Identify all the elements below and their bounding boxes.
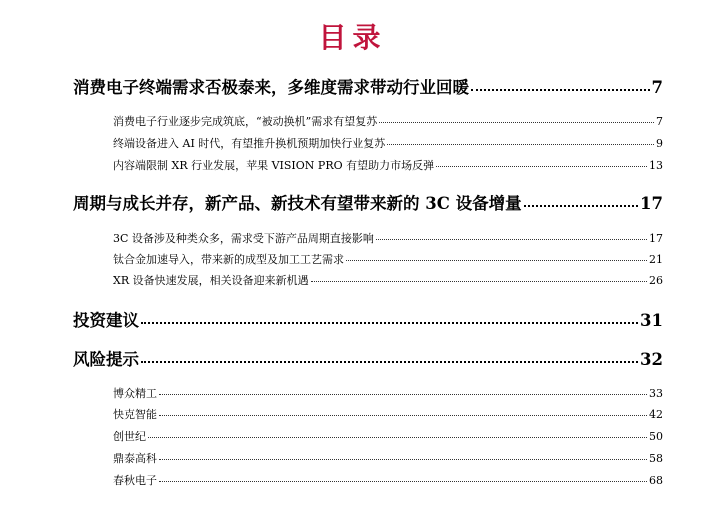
leader-dots (379, 112, 654, 123)
toc-page-number: 13 (649, 159, 663, 172)
toc-item-title: 3C 设备涉及种类众多，需求受下游产品周期直接影响 (113, 232, 374, 245)
leader-dots (387, 134, 654, 145)
toc-item-4-3[interactable] (113, 428, 663, 444)
toc-item-4-2[interactable] (113, 406, 663, 422)
toc-section-title: 风险提示 (73, 350, 139, 369)
toc-section-4[interactable] (73, 346, 663, 370)
toc-page-number: 50 (649, 430, 663, 443)
toc-item-title: 春秋电子 (113, 474, 157, 487)
toc-item-title: 快克智能 (113, 408, 157, 421)
toc-item-1-2[interactable] (113, 135, 663, 151)
toc-page-number: 17 (649, 232, 663, 245)
toc-item-title: 终端设备进入 AI 时代，有望推升换机预期加快行业复苏 (113, 137, 386, 150)
leader-dots (376, 229, 647, 240)
leader-dots (159, 405, 647, 416)
toc-page-number: 58 (649, 452, 663, 465)
toc-item-title: 博众精工 (113, 387, 157, 400)
toc-section-title: 投资建议 (73, 311, 139, 330)
toc-page-number: 32 (640, 350, 663, 369)
leader-dots (159, 471, 647, 482)
toc-item-title: 创世纪 (113, 430, 146, 443)
toc-item-1-3[interactable] (113, 157, 663, 173)
toc-item-1-1[interactable] (113, 113, 663, 129)
toc-item-4-1[interactable] (113, 385, 663, 401)
toc-item-2-2[interactable] (113, 251, 663, 267)
toc-section-3[interactable] (73, 307, 663, 331)
leader-dots (311, 271, 647, 282)
toc-section-2[interactable] (73, 190, 663, 214)
toc-page-number: 17 (640, 194, 663, 213)
toc-section-title: 消费电子终端需求否极泰来，多维度需求带动行业回暖 (73, 78, 469, 97)
leader-dots (148, 427, 647, 438)
toc-title: 目录 (318, 21, 387, 54)
toc-item-4-4[interactable] (113, 450, 663, 466)
toc-item-title: 消费电子行业逐步完成筑底，“被动换机”需求有望复苏 (113, 115, 378, 128)
toc-item-title: 鼎泰高科 (113, 452, 157, 465)
toc-page-number: 26 (649, 274, 663, 287)
leader-dots (141, 307, 638, 324)
toc-item-title: 钛合金加速导入，带来新的成型及加工工艺需求 (113, 253, 344, 266)
toc-page-number: 33 (649, 387, 663, 400)
leader-dots (436, 156, 647, 167)
toc-page-number: 7 (651, 78, 663, 97)
toc-item-4-5[interactable] (113, 472, 663, 488)
leader-dots (141, 346, 638, 363)
leader-dots (471, 74, 650, 91)
toc-item-2-3[interactable] (113, 272, 663, 288)
toc-item-2-1[interactable] (113, 230, 663, 246)
toc-page-number: 68 (649, 474, 663, 487)
toc-section-title: 周期与成长并存，新产品、新技术有望带来新的 3C 设备增量 (73, 194, 522, 213)
toc-page-number: 9 (656, 137, 663, 150)
toc-item-title: XR 设备快速发展，相关设备迎来新机遇 (113, 274, 309, 287)
toc-page-number: 7 (656, 115, 663, 128)
leader-dots (159, 449, 647, 460)
toc-section-1[interactable] (73, 74, 663, 98)
toc-page-number: 31 (640, 311, 663, 330)
toc-item-title: 内容端限制 XR 行业发展，苹果 VISION PRO 有望助力市场反弹 (113, 159, 435, 172)
leader-dots (346, 250, 647, 261)
leader-dots (159, 384, 647, 395)
toc-page-number: 21 (649, 253, 663, 266)
leader-dots (524, 190, 638, 207)
toc-page-number: 42 (649, 408, 663, 421)
